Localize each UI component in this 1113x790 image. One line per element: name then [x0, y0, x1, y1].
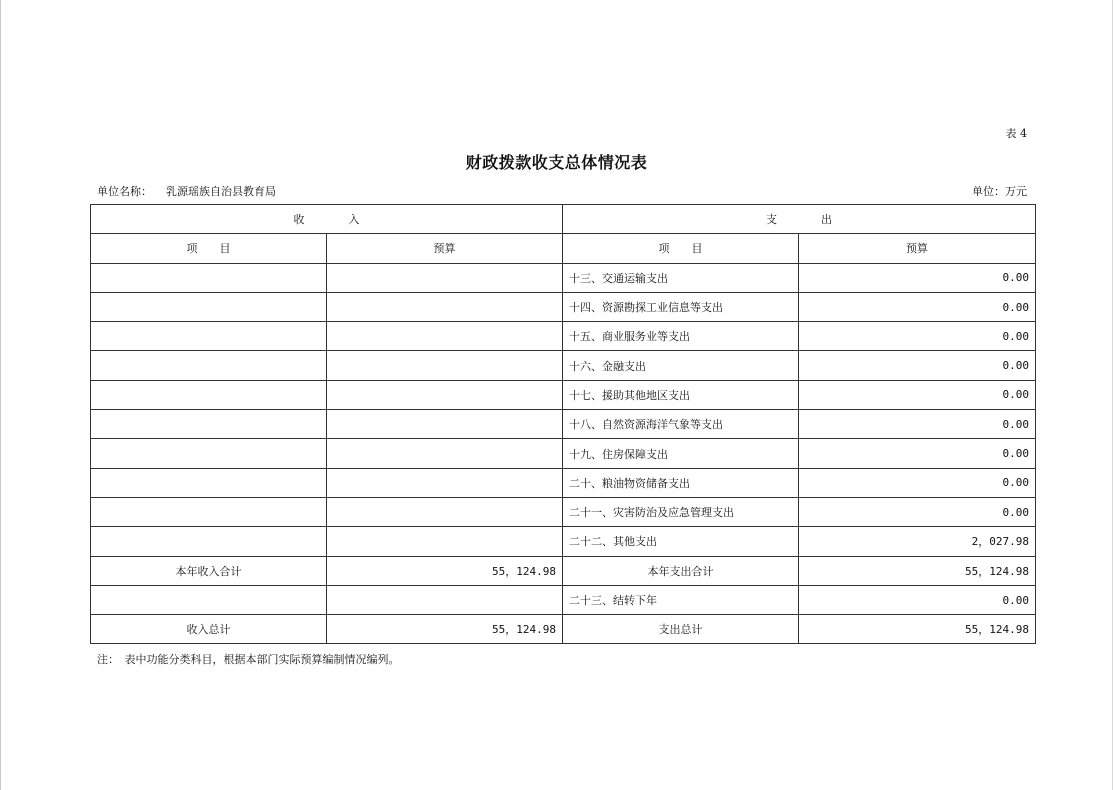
page-edge-left [0, 0, 1, 790]
expense-budget-cell: 0.00 [799, 322, 1036, 351]
income-group-header: 收 入 [91, 205, 563, 234]
expense-item-cell: 十六、金融支出 [563, 351, 799, 380]
income-item-cell: 收入总计 [91, 615, 327, 644]
expense-budget-cell: 0.00 [799, 292, 1036, 321]
table-row [91, 322, 1036, 351]
income-budget-cell [327, 263, 563, 292]
total-row [91, 556, 1036, 585]
expense-item-cell: 支出总计 [563, 615, 799, 644]
table-row [91, 380, 1036, 409]
expense-budget-cell: 0.00 [799, 410, 1036, 439]
income-budget-cell [327, 380, 563, 409]
expense-budget-cell: 0.00 [799, 351, 1036, 380]
income-item-cell [91, 527, 327, 556]
expense-budget-cell: 0.00 [799, 380, 1036, 409]
income-budget-cell [327, 497, 563, 526]
income-item-cell [91, 322, 327, 351]
income-item-cell [91, 497, 327, 526]
income-item-cell [91, 585, 327, 614]
table-row [91, 439, 1036, 468]
table-row [91, 468, 1036, 497]
expense-item-header: 项 目 [563, 234, 799, 263]
expense-item-cell: 十九、住房保障支出 [563, 439, 799, 468]
expense-item-cell: 二十三、结转下年 [563, 585, 799, 614]
expense-budget-cell: 55，124.98 [799, 615, 1036, 644]
expense-item-cell: 十八、自然资源海洋气象等支出 [563, 410, 799, 439]
income-budget-cell: 55，124.98 [327, 556, 563, 585]
expense-item-cell: 二十、粮油物资储备支出 [563, 468, 799, 497]
expense-item-cell: 十三、交通运输支出 [563, 263, 799, 292]
table-row [91, 497, 1036, 526]
income-budget-header: 预算 [327, 234, 563, 263]
income-budget-cell [327, 322, 563, 351]
table-row [91, 351, 1036, 380]
expense-budget-cell: 0.00 [799, 439, 1036, 468]
group-header-row [91, 205, 1036, 234]
total-row [91, 615, 1036, 644]
expense-budget-cell: 0.00 [799, 585, 1036, 614]
currency-unit: 单位：万元 [972, 185, 1027, 198]
income-budget-cell [327, 585, 563, 614]
table-row [91, 292, 1036, 321]
income-item-cell [91, 468, 327, 497]
income-item-header: 项 目 [91, 234, 327, 263]
income-budget-cell [327, 410, 563, 439]
expense-item-cell: 十四、资源勘探工业信息等支出 [563, 292, 799, 321]
income-item-cell [91, 292, 327, 321]
income-item-cell [91, 380, 327, 409]
expense-budget-cell: 0.00 [799, 263, 1036, 292]
income-budget-cell: 55，124.98 [327, 615, 563, 644]
income-budget-cell [327, 292, 563, 321]
unit-name-value: 乳源瑶族自治县教育局 [166, 185, 276, 198]
table-row [91, 410, 1036, 439]
expense-item-cell: 十五、商业服务业等支出 [563, 322, 799, 351]
income-item-cell [91, 410, 327, 439]
income-item-cell [91, 439, 327, 468]
unit-name-line [97, 183, 276, 199]
income-item-cell [91, 351, 327, 380]
expense-budget-cell: 2，027.98 [799, 527, 1036, 556]
income-item-cell: 本年收入合计 [91, 556, 327, 585]
income-budget-cell [327, 439, 563, 468]
income-budget-cell [327, 351, 563, 380]
unit-name-label: 单位名称： [97, 185, 152, 198]
expense-budget-cell: 0.00 [799, 468, 1036, 497]
expense-item-cell: 本年支出合计 [563, 556, 799, 585]
expense-item-cell: 十七、援助其他地区支出 [563, 380, 799, 409]
document-title: 财政拨款收支总体情况表 [465, 153, 648, 172]
table-body [91, 263, 1036, 644]
income-budget-cell [327, 468, 563, 497]
income-item-cell [91, 263, 327, 292]
income-budget-cell [327, 527, 563, 556]
expense-item-cell: 二十二、其他支出 [563, 527, 799, 556]
table-row [91, 585, 1036, 614]
footnote: 注： 表中功能分类科目，根据本部门实际预算编制情况编列。 [97, 653, 400, 666]
table-row [91, 527, 1036, 556]
expense-budget-header: 预算 [799, 234, 1036, 263]
table-row [91, 263, 1036, 292]
expense-item-cell: 二十一、灾害防治及应急管理支出 [563, 497, 799, 526]
expense-budget-cell: 55，124.98 [799, 556, 1036, 585]
expense-group-header: 支 出 [563, 205, 1036, 234]
expense-budget-cell: 0.00 [799, 497, 1036, 526]
table-number: 表 4 [1005, 127, 1027, 140]
column-header-row [91, 234, 1036, 263]
budget-table [90, 204, 1036, 644]
